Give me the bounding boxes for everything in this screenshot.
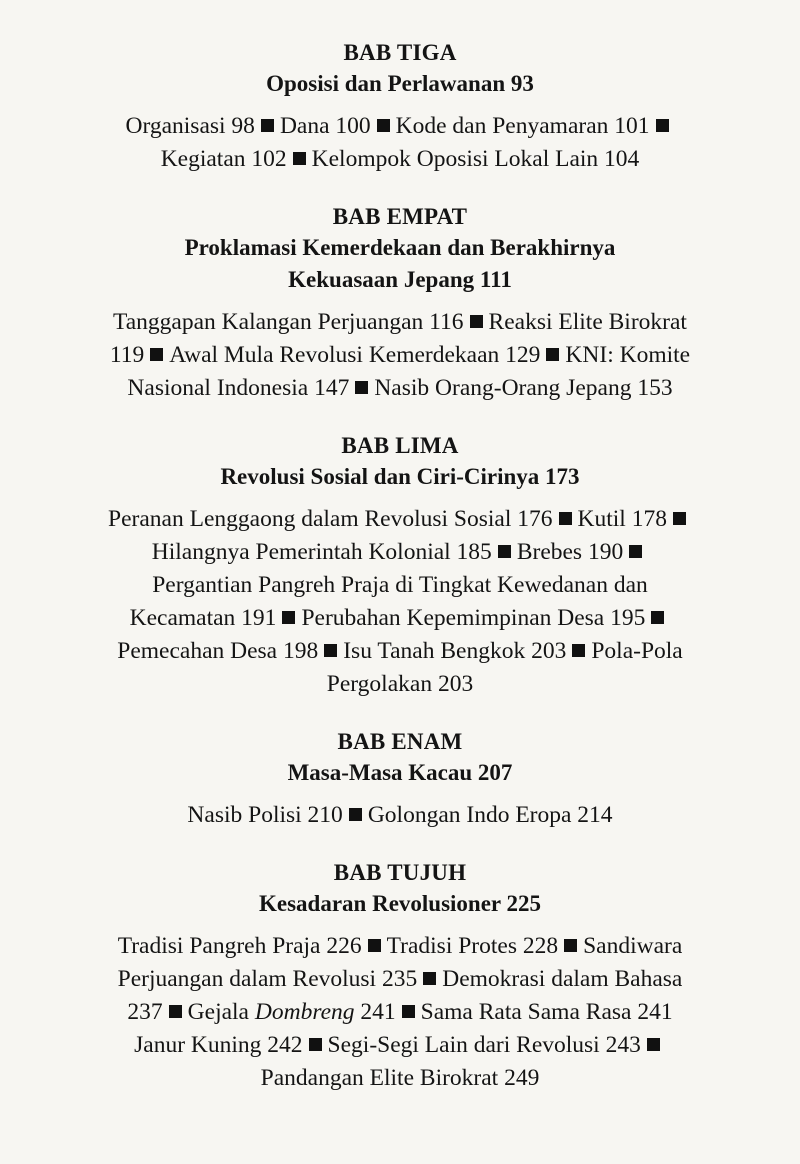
toc-entry-text: Dana 100 xyxy=(279,113,371,139)
toc-entry-text: Kutil 178 xyxy=(577,506,667,532)
chapter-label: BAB EMPAT xyxy=(332,204,468,229)
toc-entry-text: Perubahan Kepemimpinan Desa 195 xyxy=(301,605,646,631)
toc-entry-text: Sandiwara xyxy=(583,933,683,959)
chapter-label: BAB TIGA xyxy=(343,40,457,65)
toc-entry-text: Pergolakan 203 xyxy=(326,671,474,697)
toc-entry-text: Janur Kuning 242 xyxy=(134,1032,303,1058)
toc-entry-text: Awal Mula Revolusi Kemerdekaan 129 xyxy=(169,342,541,368)
toc-entry-line xyxy=(40,536,760,569)
square-bullet-icon xyxy=(150,348,163,361)
chapter-section xyxy=(0,431,800,701)
toc-entry-line xyxy=(40,799,760,832)
chapter-title-continued: Kekuasaan Jepang 111 xyxy=(288,267,512,292)
toc-entry-text: Pergantian Pangreh Praja di Tingkat Kewedanan dan xyxy=(152,572,648,598)
square-bullet-icon xyxy=(293,152,306,165)
chapter-title: Revolusi Sosial dan Ciri-Cirinya 173 xyxy=(220,464,580,489)
toc-entry-text: KNI: Komite xyxy=(565,342,691,368)
toc-entry-line xyxy=(40,635,760,668)
toc-entry-line xyxy=(40,1029,760,1062)
toc-entry-text: 237 xyxy=(127,999,163,1025)
square-bullet-icon xyxy=(647,1038,660,1051)
square-bullet-icon xyxy=(282,611,295,624)
square-bullet-icon xyxy=(169,1005,182,1018)
square-bullet-icon xyxy=(651,611,664,624)
toc-entry-text: Reaksi Elite Birokrat xyxy=(488,309,687,335)
toc-entry-text: Organisasi 98 xyxy=(125,113,255,139)
toc-entry-line xyxy=(40,372,760,405)
chapter-entries xyxy=(0,110,800,176)
toc-entry-text: Kecamatan 191 xyxy=(129,605,277,631)
toc-entry-text: Kegiatan 102 xyxy=(160,146,287,172)
toc-entry-text: Peranan Lenggaong dalam Revolusi Sosial 176 xyxy=(108,506,553,532)
toc-entry-text: Kode dan Penyamaran 101 xyxy=(395,113,650,139)
toc-entry-text: Golongan Indo Eropa 214 xyxy=(367,802,613,828)
toc-entry-text: Brebes 190 xyxy=(516,539,624,565)
toc-entry-line xyxy=(40,110,760,143)
toc-entry-text: Perjuangan dalam Revolusi 235 xyxy=(117,966,418,992)
toc-entry-text: Gejala xyxy=(187,999,255,1025)
toc-entry-text: Tradisi Pangreh Praja 226 xyxy=(117,933,362,959)
toc-entry-text: Dombreng xyxy=(254,999,355,1025)
chapter-section xyxy=(0,202,800,405)
chapter-entries xyxy=(0,503,800,701)
toc-entry-line xyxy=(40,963,760,996)
toc-entry-text: Hilangnya Pemerintah Kolonial 185 xyxy=(151,539,492,565)
chapter-label: BAB LIMA xyxy=(341,433,459,458)
toc-entry-text: Sama Rata Sama Rasa 241 xyxy=(420,999,673,1025)
toc-entry-line xyxy=(40,602,760,635)
toc-entry-text: 119 xyxy=(109,342,145,368)
toc-entry-text: Nasib Polisi 210 xyxy=(187,802,343,828)
toc-entry-line xyxy=(40,1062,760,1095)
chapter-title: Masa-Masa Kacau 207 xyxy=(287,760,513,785)
square-bullet-icon xyxy=(349,808,362,821)
square-bullet-icon xyxy=(309,1038,322,1051)
toc-entry-line xyxy=(40,143,760,176)
chapter-title: Proklamasi Kemerdekaan dan Berakhirnya xyxy=(184,235,616,260)
toc-entry-text: Nasional Indonesia 147 xyxy=(127,375,350,401)
chapter-entries xyxy=(0,306,800,405)
chapter-label: BAB ENAM xyxy=(337,729,463,754)
chapter-entries xyxy=(0,799,800,832)
toc-entry-text: Tradisi Protes 228 xyxy=(386,933,559,959)
toc-entry-text: Tanggapan Kalangan Perjuangan 116 xyxy=(113,309,464,335)
toc-entry-text: 241 xyxy=(354,999,396,1025)
square-bullet-icon xyxy=(559,512,572,525)
toc-entry-line xyxy=(40,339,760,372)
toc-entry-text: Kelompok Oposisi Lokal Lain 104 xyxy=(311,146,640,172)
toc-entry-line xyxy=(40,668,760,701)
square-bullet-icon xyxy=(324,644,337,657)
toc-entry-text: Pola-Pola xyxy=(591,638,683,664)
toc-entry-line xyxy=(40,996,760,1029)
toc-entry-text: Isu Tanah Bengkok 203 xyxy=(343,638,567,664)
square-bullet-icon xyxy=(656,119,669,132)
toc-entry-text: Pandangan Elite Birokrat 249 xyxy=(260,1065,540,1091)
toc-entry-text: Pemecahan Desa 198 xyxy=(117,638,319,664)
chapter-label: BAB TUJUH xyxy=(333,860,467,885)
square-bullet-icon xyxy=(498,545,511,558)
square-bullet-icon xyxy=(377,119,390,132)
toc-entry-line xyxy=(40,569,760,602)
square-bullet-icon xyxy=(572,644,585,657)
toc-entry-text: Segi-Segi Lain dari Revolusi 243 xyxy=(327,1032,641,1058)
square-bullet-icon xyxy=(261,119,274,132)
chapter-title: Kesadaran Revolusioner 225 xyxy=(259,891,541,916)
square-bullet-icon xyxy=(546,348,559,361)
square-bullet-icon xyxy=(368,939,381,952)
chapter-entries xyxy=(0,930,800,1095)
toc-entry-line xyxy=(40,503,760,536)
toc-entry-text: Nasib Orang-Orang Jepang 153 xyxy=(374,375,673,401)
toc-entry-line xyxy=(40,306,760,339)
square-bullet-icon xyxy=(423,972,436,985)
square-bullet-icon xyxy=(673,512,686,525)
square-bullet-icon xyxy=(470,315,483,328)
square-bullet-icon xyxy=(355,381,368,394)
chapter-section xyxy=(0,727,800,832)
chapter-section xyxy=(0,38,800,176)
toc-entry-text: Demokrasi dalam Bahasa xyxy=(442,966,683,992)
square-bullet-icon xyxy=(564,939,577,952)
toc-entry-line xyxy=(40,930,760,963)
square-bullet-icon xyxy=(629,545,642,558)
chapter-title: Oposisi dan Perlawanan 93 xyxy=(266,71,534,96)
chapter-section xyxy=(0,858,800,1095)
square-bullet-icon xyxy=(402,1005,415,1018)
